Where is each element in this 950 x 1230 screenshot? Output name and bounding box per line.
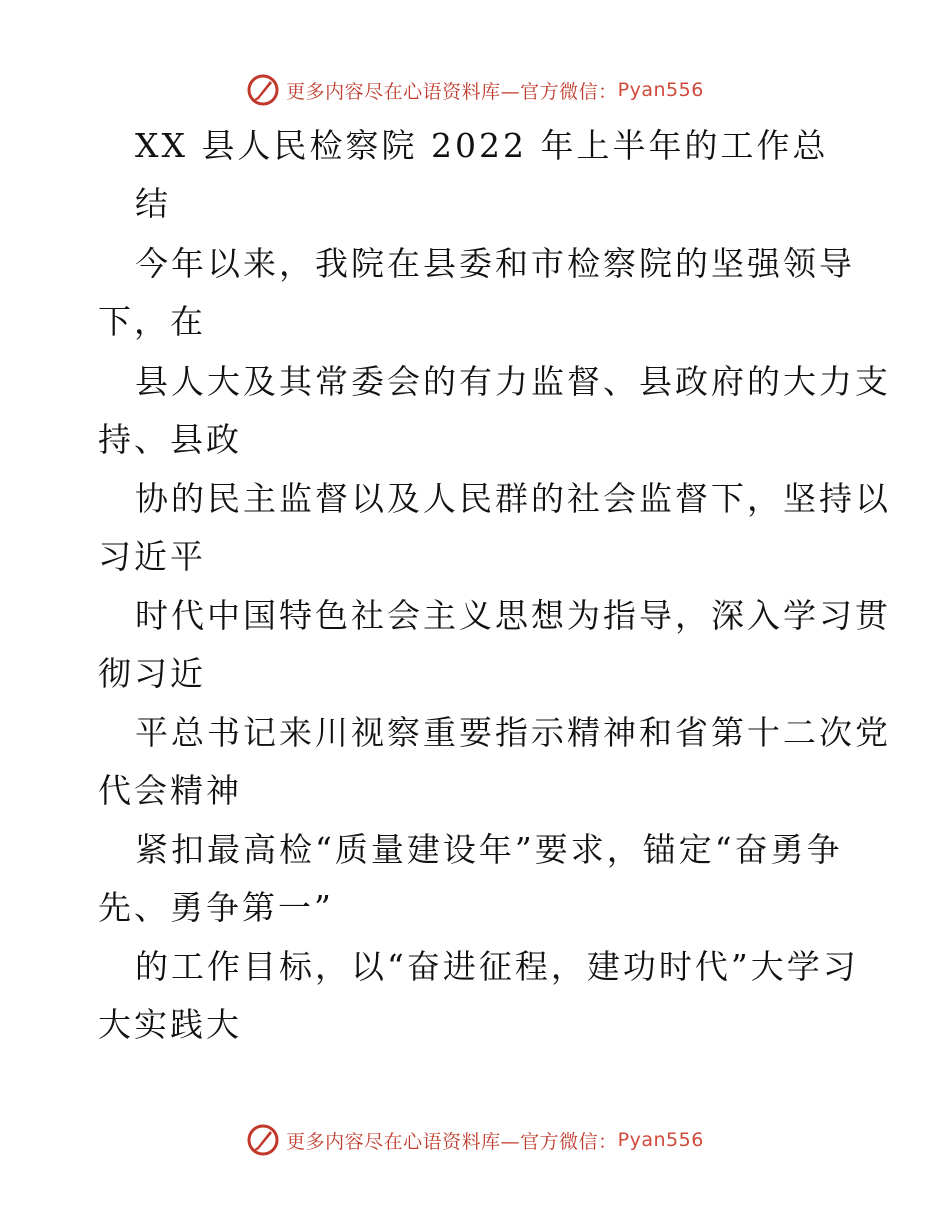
quill-logo-icon (246, 1123, 280, 1157)
body-line: 大实践大 (98, 1005, 242, 1044)
title-line-2: 结 (135, 184, 171, 223)
body-line: 紧扣最高检“质量建设年”要求，锚定“奋勇争 (135, 830, 843, 869)
body-line: 今年以来，我院在县委和市检察院的坚强领导 (135, 244, 855, 283)
body-line: 代会精神 (98, 771, 242, 810)
body-line: 时代中国特色社会主义思想为指导，深入学习贯 (135, 596, 891, 635)
body-line: 先、勇争第一” (98, 888, 334, 927)
body-line: 习近平 (98, 537, 206, 576)
body-line: 持、县政 (98, 420, 242, 459)
watermark-text: 更多内容尽在心语资料库—官方微信： (286, 1130, 618, 1153)
watermark-text: 更多内容尽在心语资料库—官方微信： (286, 80, 618, 103)
title-line-1: XX 县人民检察院 2022 年上半年的工作总 (135, 126, 829, 165)
body-line: 的工作目标，以“奋进征程，建功时代”大学习 (135, 947, 859, 986)
body-line: 下，在 (98, 302, 206, 341)
footer-watermark (0, 1120, 950, 1160)
body-line: 彻习近 (98, 654, 206, 693)
body-line: 协的民主监督以及人民群的社会监督下，坚持以 (135, 479, 891, 518)
watermark-account: Pyan556 (617, 1129, 704, 1151)
quill-logo-icon (246, 73, 280, 107)
header-watermark (0, 70, 950, 110)
body-line: 平总书记来川视察重要指示精神和省第十二次党 (135, 713, 891, 752)
watermark-account: Pyan556 (617, 79, 704, 101)
body-line: 县人大及其常委会的有力监督、县政府的大力支 (135, 362, 891, 401)
